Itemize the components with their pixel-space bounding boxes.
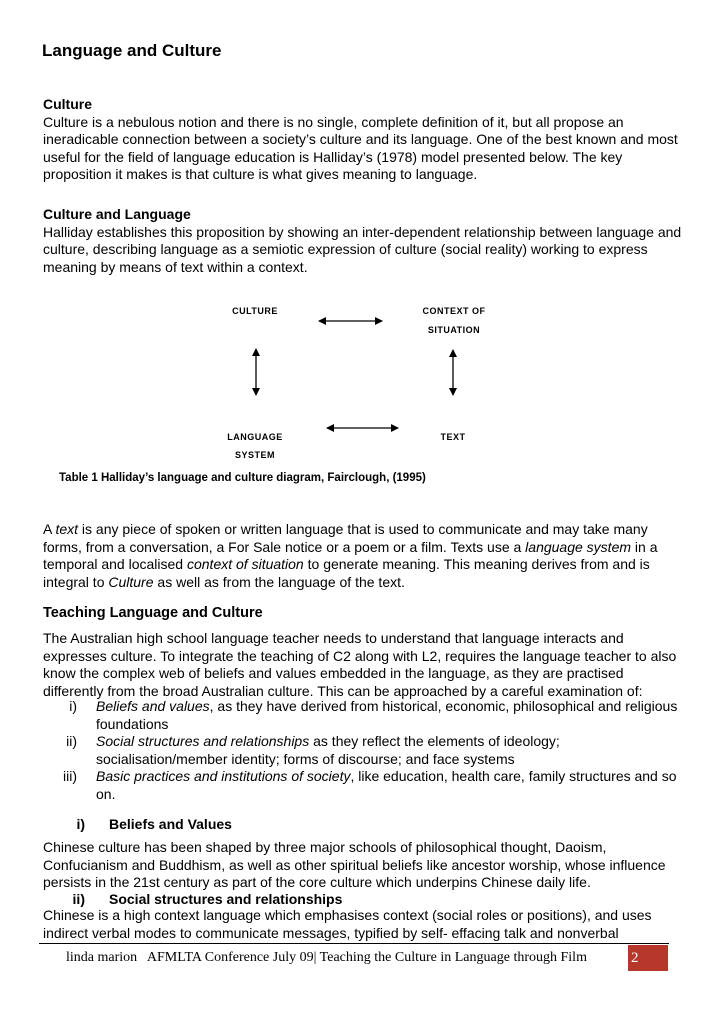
beliefs-body: Chinese culture has been shaped by three major schools of philosophical thought, Daoism, Confucianism and Buddhism, as well as other spiritual beliefs like ancestor worship, whose influence persists in the 21st century as part of the core culture which underpins Chinese daily life. xyxy=(43,839,666,890)
culture-language-heading: Culture and Language xyxy=(43,206,191,222)
teaching-heading: Teaching Language and Culture xyxy=(43,605,263,621)
teaching-body: The Australian high school language teacher needs to understand that language interacts and expresses culture. To integrate the teaching of C2 along with L2, requires the language teacher to also know the complex web of beliefs and values embedded in the language, as they are practised differently from the broad Australian culture. This can be approached by a careful examination of: xyxy=(43,630,677,699)
page-number: 2 xyxy=(628,945,668,971)
culture-language-section xyxy=(43,206,683,276)
list-item: iii) Basic practices and institutions of society, like education, health care, family structures and so on. xyxy=(63,768,677,802)
diagram-text-label: TEXT xyxy=(440,432,466,442)
beliefs-heading: i) Beliefs and Values xyxy=(76,816,232,832)
culture-body: Culture is a nebulous notion and there is no single, complete definition of it, but all propose an ineradicable connection between a society’s culture and its language. One of the best known and most useful for the field of language education is Halliday’s (1978) model presented below. The key proposition it makes is that culture is what gives meaning to language. xyxy=(43,113,678,182)
diagram-language-label: LANGUAGE SYSTEM xyxy=(227,432,283,460)
diagram-caption: Table 1 Halliday’s language and culture diagram, Fairclough, (1995) xyxy=(59,472,426,484)
footer-rule xyxy=(39,943,669,944)
social-body: Chinese is a high context language which emphasises context (social roles or positions), and uses indirect verbal modes to communicate messages, typified by self- effacing talk and nonverbal xyxy=(43,907,652,941)
footer-text: linda marion AFMLTA Conference July 09| Teaching the Culture in Language through Film xyxy=(66,950,587,965)
culture-section xyxy=(43,96,683,184)
culture-language-body: Halliday establishes this proposition by showing an inter-dependent relationship between language and culture, describing language as a semiotic expression of culture (social reality) working to express meaning by means of text within a context. xyxy=(43,223,682,275)
diagram-context-label: CONTEXT OF SITUATION xyxy=(422,306,486,335)
social-heading: ii) Social structures and relationships xyxy=(72,891,343,907)
culture-heading: Culture xyxy=(43,96,92,112)
page-title: Language and Culture xyxy=(42,41,222,60)
teaching-list xyxy=(43,698,683,803)
list-item: ii) Social structures and relationships as they reflect the elements of ideology; socialisation/member identity; forms of discourse; and face systems xyxy=(66,733,560,767)
list-item: i) Beliefs and values, as they have derived from historical, economic, philosophical and religious foundations xyxy=(69,698,678,732)
diagram-culture-label: CULTURE xyxy=(232,306,278,316)
text-definition-paragraph: A text is any piece of spoken or written language that is used to communicate and may take many forms, from a conversation, a For Sale notice or a poem or a film. Texts use a language system in a temporal and localised context of situation to generate meaning. This meaning derives from and is integral to Culture as well as from the language of the text. xyxy=(43,521,658,590)
